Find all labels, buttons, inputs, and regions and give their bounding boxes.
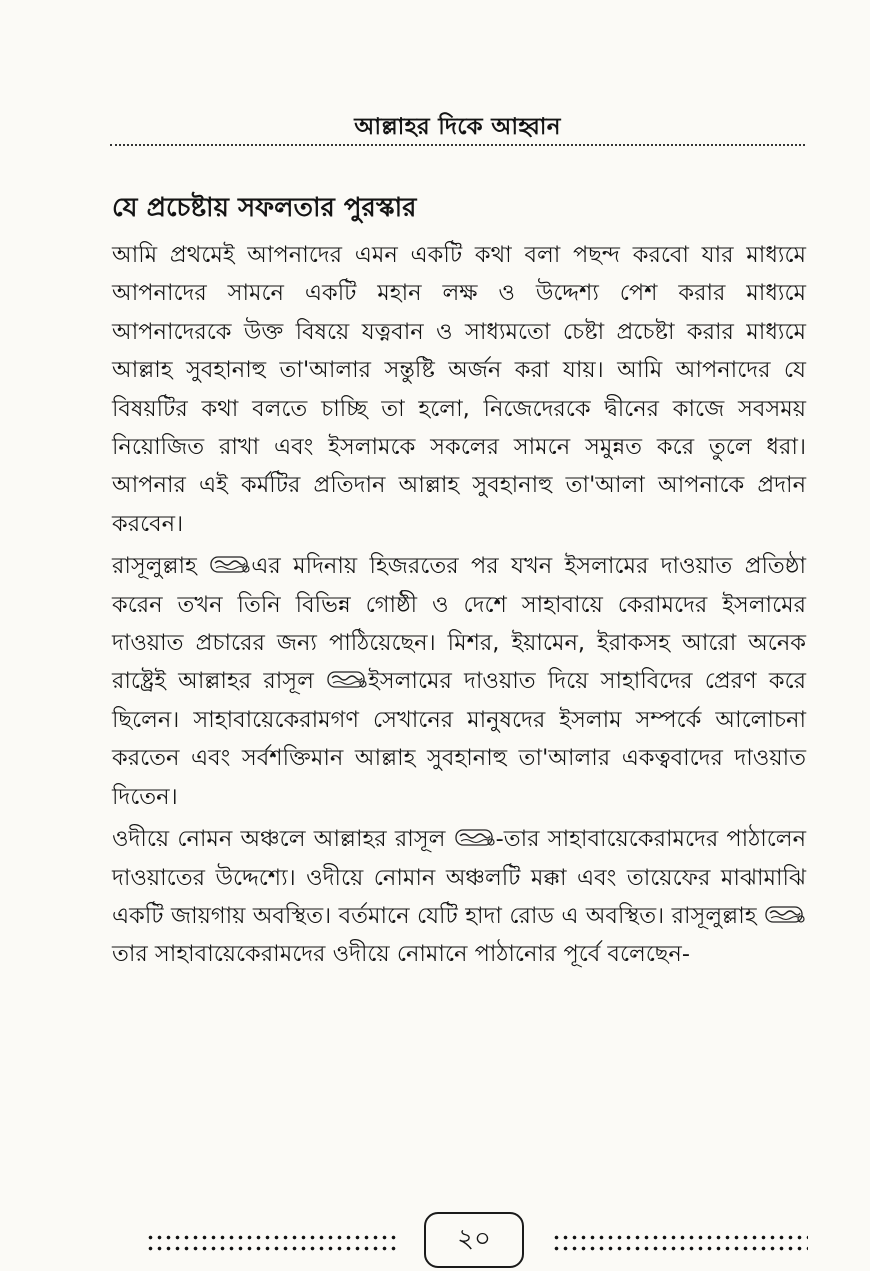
page-body <box>112 186 806 978</box>
paragraph-text: -তার সাহাবায়েকেরামদের পাঠালেন দাওয়াতের উদ্দেশ্যে। ওদীয়ে নোমান অঞ্চলটি মক্কা এবং তায়েফের মাঝামাঝি একটি জায়গায় অবস্থিত। বর্তমানে যেটি হাদা রোড এ অবস্থিত। রাসূলুল্লাহ <box>112 826 806 929</box>
paragraph-1 <box>112 236 806 543</box>
paragraph-text: ইসলামের দাওয়াত দিয়ে সাহাবিদের প্রেরণ করে ছিলেন। সাহাবায়েকেরামগণ সেখানের মানুষদের ইসলাম সম্পর্কে আলোচনা করতেন এবং সর্বশক্তিমান আল্লাহ সুবহানাহু তা'আলার একত্ববাদের দাওয়াত দিতেন। <box>112 668 806 810</box>
footer-dots-left <box>146 1232 396 1256</box>
paragraph-3 <box>112 820 806 974</box>
paragraph-2 <box>112 547 806 816</box>
sallallahu-alaihi-wasallam-icon <box>327 669 367 691</box>
paragraph-text: এর মদিনায় হিজরতের পর যখন ইসলামের দাওয়াত প্রতিষ্ঠা করেন তখন তিনি বিভিন্ন গোষ্ঠী ও দেশে সাহাবায়ে কেরামদের ইসলামের দাওয়াত প্রচারের জন্য পাঠিয়েছেন। মিশর, ইয়ামেন, ইরাকসহ আরো অনেক রাষ্ট্রেই আল্লাহর রাসূল <box>112 553 806 695</box>
page-number-text: ২০ <box>457 1224 491 1254</box>
header-dotted-rule <box>110 144 805 146</box>
page-number <box>424 1212 524 1268</box>
paragraph-text: তার সাহাবায়েকেরামদের ওদীয়ে নোমানে পাঠানোর পূর্বে বলেছেন- <box>112 941 690 968</box>
sallallahu-alaihi-wasallam-icon <box>210 554 250 576</box>
section-title: যে প্রচেষ্টায় সফলতার পুরস্কার <box>112 193 417 223</box>
paragraph-text: ওদীয়ে নোমন অঞ্চলে আল্লাহর রাসূল <box>112 826 454 853</box>
paragraph-text: আমি প্রথমেই আপনাদের এমন একটি কথা বলা পছন্দ করবো যার মাধ্যমে আপনাদের সামনে একটি মহান লক্ষ ও উদ্দেশ্য পেশ করার মাধ্যমে আপনাদেরকে উক্ত বিষয়ে যত্নবান ও সাধ্যমতো চেষ্টা প্রচেষ্টা করার মাধ্যমে আল্লাহ সুবহানাহু তা'আলার সন্তুষ্টি অর্জন করা যায়। আমি আপনাদের যে বিষয়টির কথা বলতে চাচ্ছি তা হলো, নিজেদেরকে দ্বীনের কাজে সবসময় নিয়োজিত রাখা এবং ইসলামকে সকলের সামনে সমুন্নত করে তুলে ধরা। আপনার এই কর্মটির প্রতিদান আল্লাহ সুবহানাহু তা'আলা আপনাকে প্রদান করবেন। <box>112 242 806 537</box>
footer-dots-right <box>552 1232 808 1256</box>
paragraph-text: রাসূলুল্লাহ <box>112 553 210 580</box>
running-head: আল্লাহর দিকে আহ্বান <box>354 114 561 140</box>
sallallahu-alaihi-wasallam-icon <box>765 904 805 926</box>
sallallahu-alaihi-wasallam-icon <box>455 827 495 849</box>
